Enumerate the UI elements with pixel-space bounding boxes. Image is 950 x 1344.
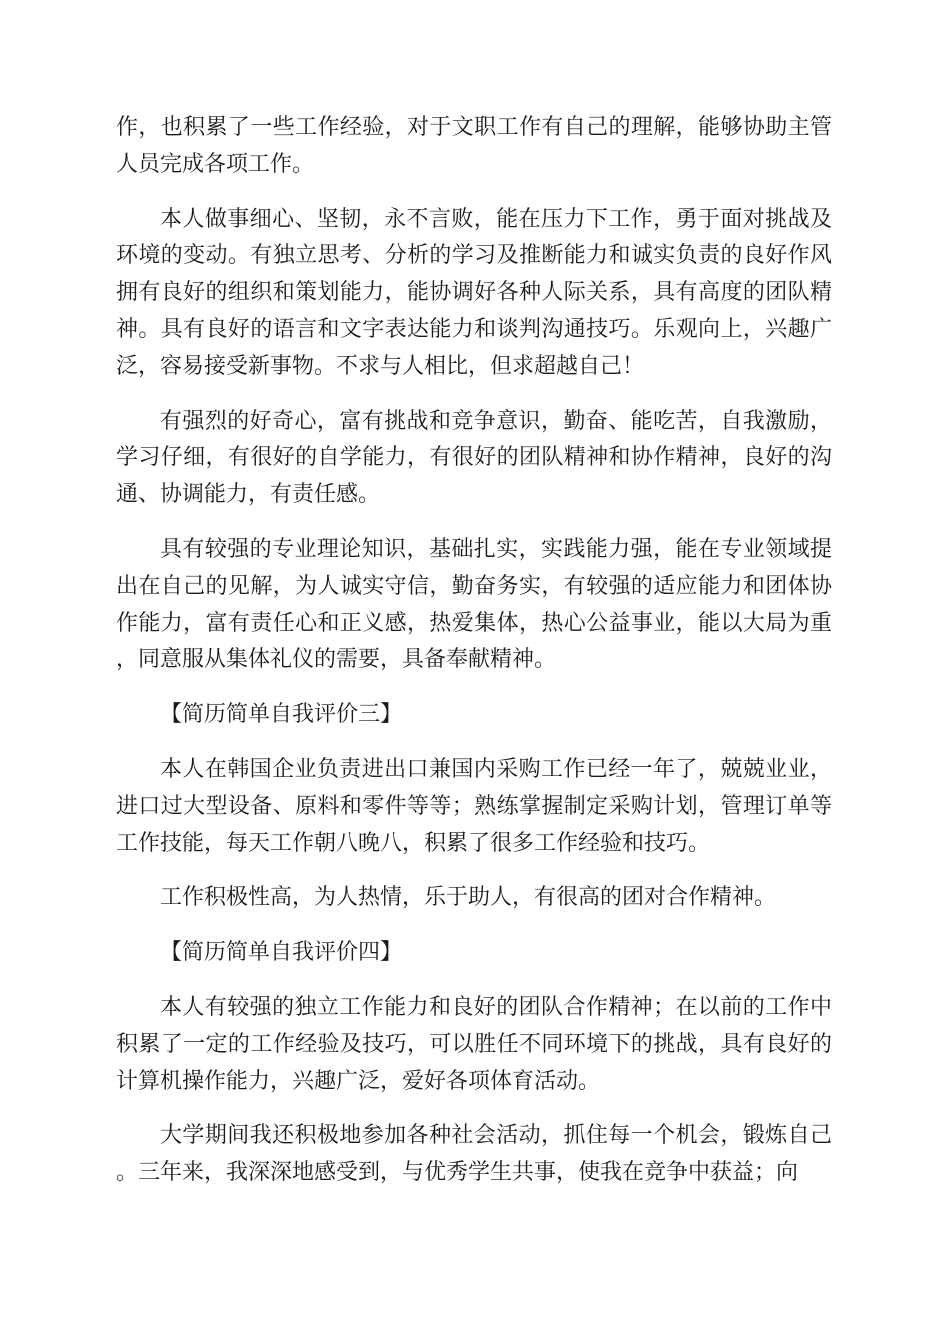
paragraph-independent-work: 本人有较强的独立工作能力和良好的团队合作精神；在以前的工作中积累了一定的工作经验及技巧，可以胜任不同环境下的挑战，具有良好的计算机操作能力，兴趣广泛，爱好各项体育活动。 [116,994,832,1094]
paragraph-professional-knowledge: 具有较强的专业理论知识，基础扎实，实践能力强，能在专业领域提出在自己的见解，为人诚实守信，勤奋务实，有较强的适应能力和团体协作能力，富有责任心和正义感，热爱集体，热心公益事业，能以大局为重，同意服从集体礼仪的需要，具备奉献精神。 [116,536,832,673]
section-heading-three: 【简历简单自我评价三】 [160,702,403,728]
paragraph-continuation: 作，也积累了一些工作经验，对于文职工作有自己的理解，能够协助主管人员完成各项工作。 [116,115,832,177]
section-heading-four: 【简历简单自我评价四】 [160,940,403,966]
paragraph-work-attitude: 本人做事细心、坚韧，永不言败，能在压力下工作，勇于面对挑战及环境的变动。有独立思考、分析的学习及推断能力和诚实负责的良好作风拥有良好的组织和策划能力，能协调好各种人际关系，具有高度的团队精神。具有良好的语言和文字表达能力和谈判沟通技巧。乐观向上，兴趣广泛，容易接受新事物。不求与人相比，但求超越自己！ [116,206,832,379]
document-page [116,110,832,1210]
paragraph-enthusiasm: 工作积极性高，为人热情，乐于助人，有很高的团对合作精神。 [160,885,777,911]
paragraph-procurement: 本人在韩国企业负责进出口兼国内采购工作已经一年了，兢兢业业，进口过大型设备、原料和零件等等；熟练掌握制定采购计划，管理订单等工作技能，每天工作朝八晚八，积累了很多工作经验和技巧。 [116,756,832,856]
paragraph-university: 大学期间我还积极地参加各种社会活动，抓住每一个机会，锻炼自己。三年来，我深深地感受到，与优秀学生共事，使我在竞争中获益；向 [116,1123,832,1186]
paragraph-curiosity: 有强烈的好奇心，富有挑战和竞争意识，勤奋、能吃苦，自我激励，学习仔细，有很好的自学能力，有很好的团队精神和协作精神，良好的沟通、协调能力，有责任感。 [116,408,832,508]
